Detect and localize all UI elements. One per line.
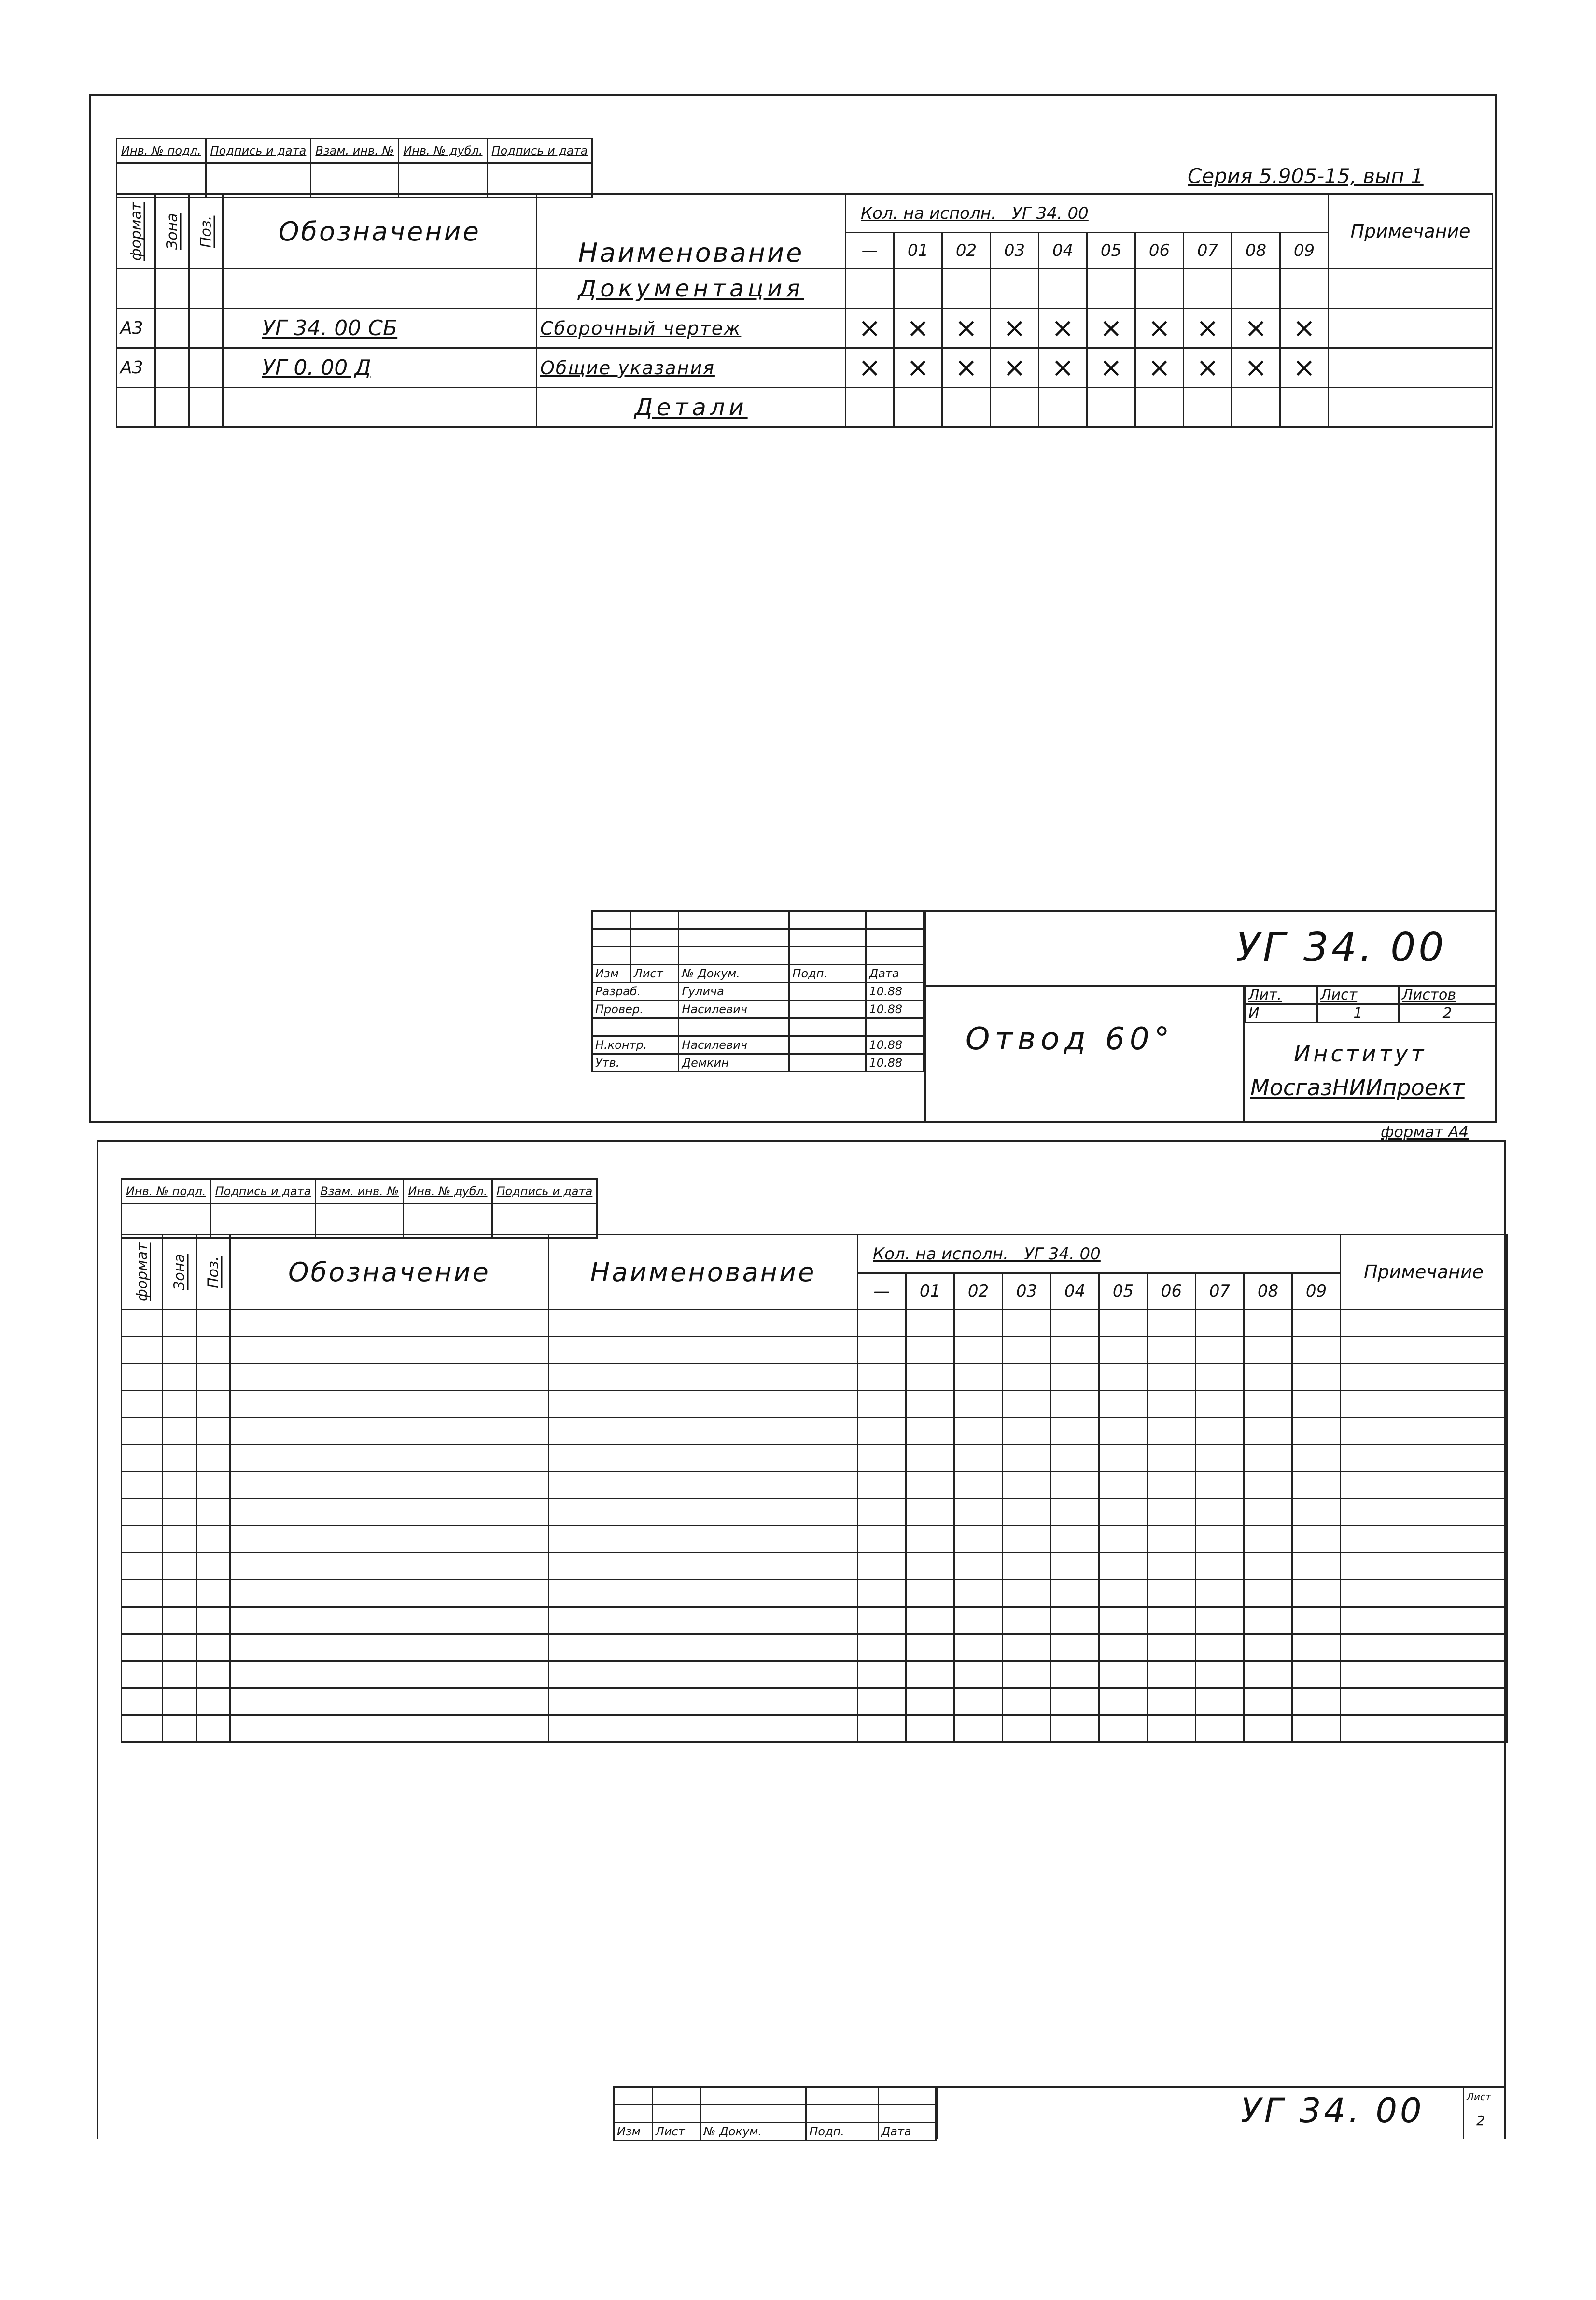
signature-row	[592, 983, 924, 1001]
blank-row	[122, 1310, 1507, 1337]
cell-mark: ×	[1135, 348, 1184, 388]
variant-header: 07	[1184, 233, 1232, 269]
blank-row	[122, 1445, 1507, 1472]
cell-designation: УГ 34. 00 СБ	[223, 309, 537, 348]
section-heading: Документация	[537, 269, 846, 309]
date	[866, 1018, 924, 1036]
sheet1-revision-block	[591, 910, 924, 1072]
blank-row	[122, 1607, 1507, 1634]
col-pos: Поз.	[196, 1235, 230, 1310]
tb-col-label: Изм	[592, 965, 631, 983]
variant-header: 01	[906, 1273, 954, 1310]
blank-row	[122, 1634, 1507, 1661]
signature	[789, 983, 866, 1001]
blank-row	[122, 1715, 1507, 1742]
cell-mark: ×	[942, 309, 991, 348]
cell-format: А3	[117, 309, 155, 348]
variant-header: 08	[1232, 233, 1280, 269]
signature	[789, 1001, 866, 1018]
role: Провер.	[592, 1001, 679, 1018]
variant-header: 04	[1051, 1273, 1099, 1310]
signature-row	[592, 1018, 924, 1036]
org-name-2: МосгазНИИпроект	[1250, 1074, 1465, 1101]
signature	[789, 1018, 866, 1036]
cell-name: Общие указания	[537, 348, 846, 388]
role: Утв.	[592, 1054, 679, 1072]
strip-label: Инв. № подл.	[117, 139, 206, 163]
sheet-label: Лист	[1467, 2091, 1491, 2102]
blank-row	[122, 1661, 1507, 1688]
sheet1-approval-strip	[116, 138, 593, 198]
sheet2-blank-rows	[122, 1310, 1507, 1742]
blank-row	[122, 1418, 1507, 1445]
person: Гулича	[679, 983, 789, 1001]
col-zone: Зона	[155, 194, 189, 269]
cell-mark: ×	[1135, 309, 1184, 348]
variant-header: 09	[1292, 1273, 1341, 1310]
variant-header: —	[846, 233, 894, 269]
cell-mark: ×	[1232, 309, 1280, 348]
person: Насилевич	[679, 1036, 789, 1054]
variant-header: 01	[894, 233, 942, 269]
variant-header: —	[858, 1273, 906, 1310]
cell-mark: ×	[991, 348, 1039, 388]
sheet1-signatures	[592, 983, 924, 1072]
strip-label: Подпись и дата	[492, 1179, 597, 1204]
tb-col-label: Дата	[878, 2123, 936, 2141]
sheets-label: Листов	[1399, 986, 1496, 1004]
tb-col-label: Лист	[652, 2123, 700, 2141]
sheet-value: 1	[1317, 1004, 1399, 1023]
sheet-label: Лист	[1317, 986, 1399, 1004]
sheets-value: 2	[1399, 1004, 1496, 1023]
variant-header: 02	[942, 233, 991, 269]
tb2-border-right	[1463, 2086, 1464, 2139]
table-row	[117, 309, 1493, 348]
signature-row	[592, 1036, 924, 1054]
date: 10.88	[866, 1001, 924, 1018]
sheet-value: 2	[1476, 2113, 1485, 2129]
strip-label: Подпись и дата	[487, 139, 592, 163]
lit-label: Лит.	[1246, 986, 1317, 1004]
document-code: УГ 34. 00	[1236, 925, 1447, 971]
person: Демкин	[679, 1054, 789, 1072]
signature-row	[592, 1054, 924, 1072]
variant-header: 09	[1280, 233, 1329, 269]
blank-row	[122, 1553, 1507, 1580]
tb-border-top	[924, 910, 1497, 912]
blank-row	[122, 1391, 1507, 1418]
person: Насилевич	[679, 1001, 789, 1018]
blank-row	[122, 1499, 1507, 1526]
blank-row	[122, 1364, 1507, 1391]
col-notes: Примечание	[1341, 1235, 1507, 1310]
role	[592, 1018, 679, 1036]
tb2-border-top	[937, 2086, 1506, 2088]
blank-row	[122, 1337, 1507, 1364]
variant-header: 04	[1039, 233, 1087, 269]
sheet2-revision-block	[613, 2086, 937, 2141]
col-name: Наименование	[549, 1235, 858, 1310]
col-qty: Кол. на исполн. УГ 34. 00	[846, 194, 1329, 233]
table-row	[117, 269, 1493, 309]
sheet2-approval-strip	[121, 1178, 598, 1239]
cell-mark: ×	[1039, 348, 1087, 388]
tb-col-label: Дата	[866, 965, 924, 983]
variant-header: 08	[1244, 1273, 1292, 1310]
col-designation: Обозначение	[223, 194, 537, 269]
format-label: формат А4	[1381, 1123, 1469, 1141]
cell-mark: ×	[1280, 348, 1329, 388]
table-row	[117, 388, 1493, 427]
blank-row	[122, 1472, 1507, 1499]
variant-header: 03	[1003, 1273, 1051, 1310]
col-notes: Примечание	[1329, 194, 1493, 269]
cell-mark: ×	[846, 309, 894, 348]
cell-mark: ×	[1184, 348, 1232, 388]
col-format: формат	[117, 194, 155, 269]
cell-mark: ×	[1184, 309, 1232, 348]
cell-mark: ×	[942, 348, 991, 388]
col-qty: Кол. на исполн. УГ 34. 00	[858, 1235, 1341, 1273]
cell-mark: ×	[991, 309, 1039, 348]
col-format: формат	[122, 1235, 163, 1310]
table-row	[117, 348, 1493, 388]
person	[679, 1018, 789, 1036]
cell-format: А3	[117, 348, 155, 388]
variant-header: 03	[991, 233, 1039, 269]
strip-label: Взам. инв. №	[316, 1179, 404, 1204]
sheet2-spec-table	[121, 1234, 1508, 1743]
strip-label: Подпись и дата	[210, 1179, 316, 1204]
sheet1-spec-table	[116, 193, 1493, 428]
strip-label: Взам. инв. №	[311, 139, 399, 163]
series-label: Серия 5.905-15, вып 1	[1188, 164, 1424, 188]
signature	[789, 1054, 866, 1072]
tb-col-label: № Докум.	[700, 2123, 806, 2141]
blank-row	[122, 1526, 1507, 1553]
variant-header: 05	[1099, 1273, 1148, 1310]
strip-label: Инв. № подл.	[122, 1179, 211, 1204]
blank-row	[122, 1580, 1507, 1607]
section-heading: Детали	[537, 388, 846, 427]
role: Разраб.	[592, 983, 679, 1001]
cell-mark: ×	[846, 348, 894, 388]
cell-mark: ×	[1232, 348, 1280, 388]
org-name: Институт	[1294, 1041, 1427, 1067]
col-designation: Обозначение	[230, 1235, 549, 1310]
variant-header: 05	[1087, 233, 1135, 269]
cell-mark: ×	[1087, 348, 1135, 388]
cell-mark: ×	[894, 348, 942, 388]
cell-designation: УГ 0. 00 Д	[223, 348, 537, 388]
strip-label: Инв. № дубл.	[399, 139, 487, 163]
blank-row	[122, 1688, 1507, 1715]
signature	[789, 1036, 866, 1054]
date: 10.88	[866, 1054, 924, 1072]
cell-mark: ×	[1039, 309, 1087, 348]
strip-label: Подпись и дата	[206, 139, 311, 163]
tb2-border-left	[937, 2086, 938, 2139]
tb-col-label: Лист	[630, 965, 679, 983]
col-zone: Зона	[163, 1235, 196, 1310]
col-pos: Поз.	[189, 194, 223, 269]
cell-mark: ×	[1087, 309, 1135, 348]
col-name: Наименование	[537, 194, 846, 269]
cell-mark: ×	[1280, 309, 1329, 348]
cell-name: Сборочный чертеж	[537, 309, 846, 348]
tb-col-label: № Докум.	[679, 965, 789, 983]
lit-value: И	[1246, 1004, 1317, 1023]
strip-label: Инв. № дубл.	[404, 1179, 492, 1204]
cell-mark: ×	[894, 309, 942, 348]
variant-header: 07	[1196, 1273, 1244, 1310]
variant-header: 02	[954, 1273, 1003, 1310]
variant-header: 06	[1148, 1273, 1196, 1310]
tb-col-label: Подп.	[806, 2123, 878, 2141]
document-title: Отвод 60°	[966, 1021, 1175, 1057]
variant-header: 06	[1135, 233, 1184, 269]
role: Н.контр.	[592, 1036, 679, 1054]
tb-col-label: Изм	[614, 2123, 653, 2141]
document-code: УГ 34. 00	[1241, 2091, 1425, 2131]
date: 10.88	[866, 1036, 924, 1054]
signature-row	[592, 1001, 924, 1018]
tb-border-left	[924, 910, 926, 1123]
tb-col-label: Подп.	[789, 965, 866, 983]
sheet1-lit-block	[1245, 985, 1497, 1023]
date: 10.88	[866, 983, 924, 1001]
